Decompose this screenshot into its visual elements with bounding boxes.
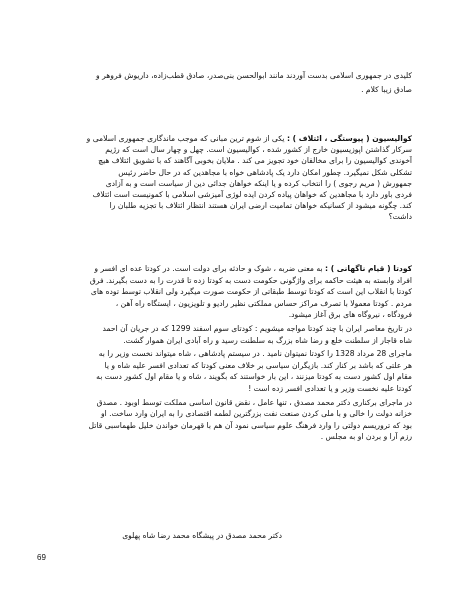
coalition-line-5: جمهورش ( مریم رجوی ) را انتخاب کرده و یا اینکه خواهان جدائی دین از سیاست است و به آزادی — [105, 178, 412, 188]
coup-p3-line-1: ماجرای 28 مرداد 1328 را کودتا نمیتوان نامید . در سیستم پادشاهی ، شاه میتواند نخست وزیر را به — [98, 349, 412, 359]
coup-p1-line-4: مردم . کودتا معمولا با تصرف مراکز حساس مملکتی نظیر رادیو و تلویزیون ، ایستگاه راه آهن ، — [115, 298, 412, 308]
coup-p1-line-1 — [50, 263, 412, 275]
intro-paragraph — [50, 69, 412, 97]
coup-p2-line-1: در تاریخ معاصر ایران با چند کودتا مواجه میشویم : کودتای سوم اسفند 1299 که در جریان آن احمد — [102, 323, 412, 333]
coup-p4-line-4: رزم آرا و بردن او به مجلس . — [320, 432, 412, 442]
coalition-line-1-text: یکی از شوم ترین مبانی که موجب ماندگاری جمهوری اسلامی و — [86, 134, 285, 143]
coalition-line-4: تشکلی شکل نمیگیرد. چطور امکان دارد یک پادشاهی خواه با مجاهدین که در حال حاضر رئیس — [118, 167, 412, 177]
coup-p4-line-2: خزانه دولت را خالی و با ملی کردن صنعت نفت بزرگترین لطمه اقتصادی را به ایران وارد ساخت. او — [100, 409, 412, 419]
coup-p3-line-2: هر علتی که باشد بر کنار کند. بازیگران سیاسی بر خلاف معنی کودتا که تعدادی افسر علیه شاه و یا — [104, 360, 412, 370]
coup-p4-line-3: بود که تروریسم دولتی را وارد فرهنگ علوم سیاسی نمود آن هم با قهرمان خواندن خلیل طهماسبی قاتل — [88, 420, 412, 430]
coalition-line-1 — [50, 133, 412, 144]
coalition-line-3: آخوندی کوالیسیون را برای مخالفان خود تجویز می کند . ملایان بخوبی آگاهند که با تشویق ائتلاف هیچ — [98, 156, 412, 166]
coup-p2-line-2: شاه قاجار از سلطنت خلع و رضا شاه بزرگ به سلطنت رسید و راه آبادی ایران هموار گشت. — [123, 335, 412, 345]
coup-p3-line-4: کودتا علیه نخست وزیر و یا تعدادی افسر زده است ! — [248, 383, 412, 393]
coup-p1-line-5: فرودگاه ، نیروگاه های برق آغاز میشود. — [288, 310, 412, 320]
coup-p3-line-3: مقام اول کشور دست به کودتا میزنند ، این بار خواستند که بگویند ، شاه و یا مقام اول کشور دست به — [96, 372, 412, 382]
coalition-section — [50, 133, 412, 223]
coalition-line-6: فردی باور دارد با مجاهدین که خواهان پیاده کردن ایده لوژی آمیزشی اسلامی با کمونیست است ائتلاف — [92, 190, 412, 200]
coup-p1-line-1-text: به معنی ضربه ، شوک و حادثه برای دولت است. در کودتا عده ای افسر و — [94, 264, 323, 273]
coup-p4-line-1: در ماجرای برکناری دکتر محمد مصدق ، تنها عامل ، نقض قانون اساسی مملکت توسط اوبود . مصدق — [96, 397, 412, 407]
intro-line-2: صادق زیبا کلام . — [361, 85, 412, 94]
coup-heading: کودتا ( قیام ناگهانی ) : — [325, 264, 412, 273]
coalition-line-2: سرکار گذاشتن اپوزیسیون خارج از کشور شده ، کوالیسیون است. چهل و چهار سال است که رژیم — [105, 145, 412, 155]
coup-p1-line-2: افراد وابسته به هیئت حاکمه برای واژگونی حکومت دست به کودتا زده تا قدرت را به دست بگیرند. فرق — [89, 275, 412, 285]
intro-line-1: کلیدی در جمهوری اسلامی بدست آوردند مانند ابوالحسن بنی‌صدر، صادق قطب‌زاده، داریوش فروهر و — [96, 71, 412, 80]
coup-p1-line-3: کودتا با انقلاب این است که کودتا توسط طبقاتی از حکومت صورت میگیرد ولی انقلاب توسط توده های — [90, 287, 412, 297]
coalition-line-8: داشت؟ — [388, 212, 412, 222]
page-number: 69 — [37, 553, 46, 562]
coalition-heading: کوالیسیون ( پیوستگی ، ائتلاف ) : — [286, 134, 412, 143]
coup-section — [50, 263, 412, 443]
image-caption: دکتر محمد مصدق در پیشگاه محمد رضا شاه پهلوی — [122, 531, 282, 540]
coalition-line-7: کند. چگونه میشود از کسانیکه خواهان تمامیت ارضی ایران هستند انتظار ائتلاف با تجزیه طلبان را — [109, 201, 412, 211]
